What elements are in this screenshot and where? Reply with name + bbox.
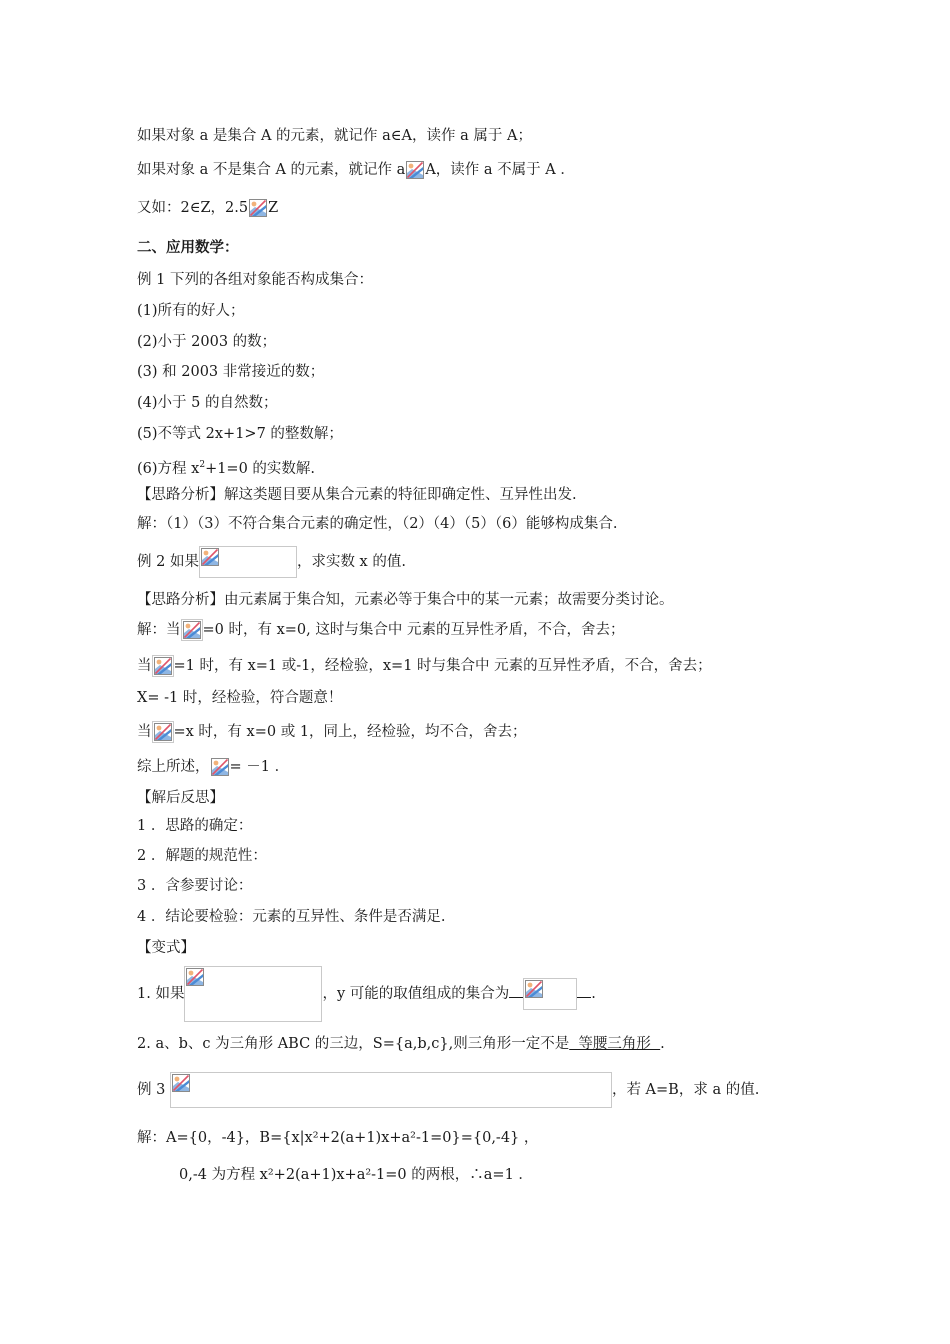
text-span: = －1 ． xyxy=(229,759,290,775)
text-span: +1=0 的实数解. xyxy=(205,460,316,477)
blank-underline xyxy=(509,981,523,998)
superscript: 2 xyxy=(199,460,206,470)
example-title xyxy=(137,1072,759,1108)
text-span: 1. 如果 xyxy=(137,986,185,1002)
list-item: 4 ．结论要检验：元素的互异性、条件是否满足. xyxy=(137,909,446,925)
text-span: . xyxy=(591,986,596,1002)
broken-image-icon xyxy=(405,160,425,180)
broken-image-icon xyxy=(152,721,174,743)
text-span: =x 时，有 x=0 或 1，同上，经检验，均不合，舍去； xyxy=(173,724,527,740)
solution-text: X= -1 时，经检验，符合题意！ xyxy=(137,690,343,706)
broken-image-icon xyxy=(170,1072,612,1108)
list-item xyxy=(137,453,315,477)
text-span: 又如：2∈Z，2.5 xyxy=(137,200,249,216)
list-item: (2)小于 2003 的数； xyxy=(137,334,277,350)
variant-item xyxy=(137,1032,665,1056)
solution-text xyxy=(137,618,624,642)
text-line xyxy=(137,158,575,182)
analysis-text: 【思路分析】解这类题目要从集合元素的特征即确定性、互异性出发. xyxy=(137,487,577,503)
solution-text: 0,-4 为方程 x²+2(a+1)x+a²-1=0 的两根，∴a=1 ． xyxy=(179,1167,533,1183)
section-label: 【变式】 xyxy=(137,940,195,956)
text-line xyxy=(137,196,278,220)
text-span: 当 xyxy=(137,724,152,740)
list-item: 2 ．解题的规范性： xyxy=(137,848,267,864)
text-span: (6)方程 x xyxy=(137,460,200,477)
broken-image-icon xyxy=(210,757,230,777)
text-span: ，若 A=B，求 a 的值. xyxy=(611,1082,760,1098)
text-line: 如果对象 a 是集合 A 的元素，就记作 a∈A，读作 a 属于 A； xyxy=(137,128,532,144)
broken-image-icon xyxy=(181,619,203,641)
text-span: =1 时，有 x=1 或-1，经检验，x=1 时与集合中 元素的互异性矛盾，不合，舍去； xyxy=(173,658,712,674)
broken-image-icon xyxy=(199,546,297,578)
list-item: 3 ．含参要讨论： xyxy=(137,878,253,894)
text-span: Z xyxy=(268,200,279,216)
solution-text xyxy=(137,755,289,779)
list-item: (1)所有的好人； xyxy=(137,303,245,319)
answer-underlined: 等腰三角形 xyxy=(569,1036,661,1052)
text-span: 例 3 xyxy=(137,1082,166,1098)
solution-text xyxy=(137,654,712,678)
text-span: 例 2 如果 xyxy=(137,554,199,570)
list-item: (4)小于 5 的自然数； xyxy=(137,395,278,411)
text-span: . xyxy=(660,1036,665,1052)
broken-image-icon xyxy=(152,655,174,677)
list-item: (5)不等式 2x+1>7 的整数解； xyxy=(137,426,343,442)
blank-underline xyxy=(577,981,591,998)
list-item: 1 ．思路的确定： xyxy=(137,818,253,834)
text-span: ，y 可能的取值组成的集合为 xyxy=(322,986,510,1002)
text-span: 2. a、b、c 为三角形 ABC 的三边，S={a,b,c},则三角形一定不是 xyxy=(137,1036,570,1052)
section-label: 【解后反思】 xyxy=(137,790,224,806)
text-span: =0 时，有 x=0, 这时与集合中 元素的互异性矛盾，不合，舍去； xyxy=(202,622,625,638)
analysis-text: 【思路分析】由元素属于集合知，元素必等于集合中的某一元素；故需要分类讨论。 xyxy=(137,592,674,608)
list-item: (3) 和 2003 非常接近的数； xyxy=(137,364,325,380)
broken-image-icon xyxy=(248,198,268,218)
solution-text: 解：A={0，-4}，B={x|x²+2(a+1)x+a²-1=0}={0,-4} ， xyxy=(137,1130,539,1146)
text-span: A，读作 a 不属于 A ． xyxy=(425,162,575,178)
text-span: ，求实数 x 的值. xyxy=(296,554,406,570)
example-title: 例 1 下列的各组对象能否构成集合： xyxy=(137,272,373,288)
solution-text xyxy=(137,720,527,744)
text-span: 当 xyxy=(137,658,152,674)
variant-item xyxy=(137,966,596,1022)
example-title xyxy=(137,546,406,578)
solution-text: 解：（1）（3）不符合集合元素的确定性，（2）（4）（5）（6）能够构成集合. xyxy=(137,516,618,532)
text-span: 解：当 xyxy=(137,622,181,638)
broken-image-icon xyxy=(184,966,322,1022)
section-heading: 二、应用数学： xyxy=(137,239,239,256)
text-span: 如果对象 a 不是集合 A 的元素，就记作 a xyxy=(137,162,406,178)
broken-image-icon xyxy=(523,978,577,1010)
text-span: 综上所述， xyxy=(137,759,210,775)
